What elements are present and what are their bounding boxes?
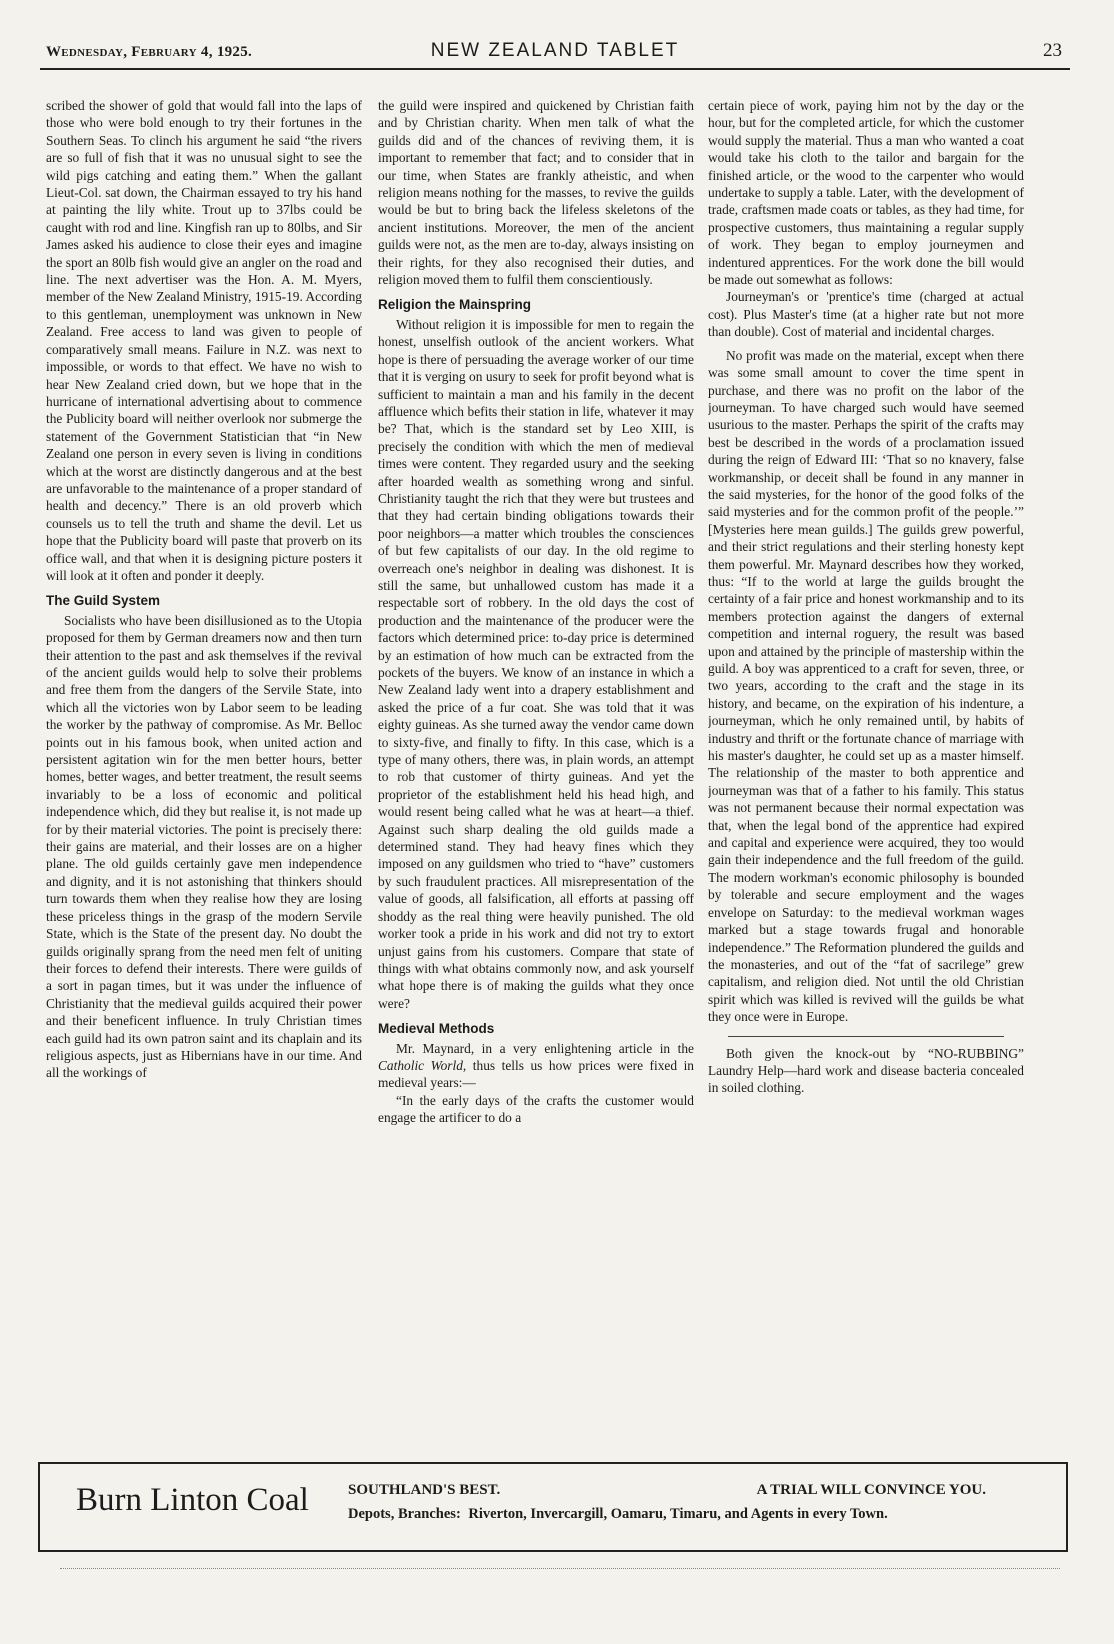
paragraph: scribed the shower of gold that would fall into the laps of those who were bold enough to try their fortunes in the Southern Seas. To clinch his argument he said “the rivers are so full of fish that it was no unusual sight to see the wild pigs catching and eating them.” When the gallant Lieut-Col. sat down, the Chairman essayed to try his hand at painting the lily white. Trout up to 37lbs could be caught with rod and line. Kingfish ran up to 80lbs, and Sir James asked his audience to close their eyes and imagine the sport an 80lb fish would give an angler on the road and line. The next advertiser was the Hon. A. M. Myers, member of the New Zealand Ministry, 1915-19. According to this gentleman, unemployment was unknown in New Zealand. Free access to land was given to people of comparatively small means. Failure in N.Z. was next to impossible, or words to that effect. We have no wish to hear New Zealand cried down, but we hope that in the hurricane of international advertising about to commence the Publicity board will neither overlook nor submerge the statement of the Government Statistician that “in New Zealand one person in every seven is living in conditions which at the worst are distinctly dangerous and at the best are unfavorable to the maintenance of a proper standard of health and decency.” There is an old proverb which counsels us to tell the truth and shame the devil. Let us hope that the Publicity board will paste that proverb on its office wall, and that when it is designing picture posters it will look at it often and ponder it deeply. <box>46 98 362 583</box>
paragraph: “In the early days of the crafts the customer would engage the artificer to do a <box>378 1092 694 1126</box>
text-run: Mr. Maynard, in a very enlightening article in the <box>396 1040 694 1056</box>
ad-trial-text: A TRIAL WILL CONVINCE YOU. <box>756 1482 986 1498</box>
coal-advertisement <box>38 1462 1068 1552</box>
paragraph: No profit was made on the material, except when there was some small amount to cover the time spent in purchase, and there was no profit on the labor of the journeyman. To have charged such would have seemed usurious to the master. Perhaps the spirit of the crafts may best be described in the words of a proclamation issued during the reign of Edward III: ‘That so no knavery, false workmanship, or deceit shall be found in any manner in the said mysteries, for the honor of the good folks of the said mysteries and for the common profit of the people.’” [Mysteries here mean guilds.] The guilds grew powerful, and their strict regulations and their sterling honesty kept them powerful. Mr. Maynard describes how they worked, thus: “If to the world at large the guilds brought the certainty of a fair price and honest workmanship and to its members protection against the dangers of external competition and internal roguery, the result was based upon and attained by the principle of mastership within the guild. A boy was apprenticed to a craft for seven, three, or two years, according to the craft and the stage in its history, and became, on the expiration of his indenture, a journeyman, which he only remained until, by habits of industry and thrift or the fortunate chance of marriage with his master's daughter, he could set up as a master himself. The relationship of the master to both apprentice and journeyman was that of a father to his family. This status was not permanent because their normal expectation was that, when the legal bond of the apprentice had expired and capital and experience were acquired, they too would gain their independence and the full freedom of the guild. The modern workman's economic philosophy is bounded by tolerable and secure employment and the wages envelope on Saturday: to the medieval workman wages marked but a stage towards frugal and honorable independence.” The Reformation plundered the guilds and the monasteries, and out of the “fat of sacrilege” grew capitalism, and religion died. Not until the old Christian spirit which was killed is revived will the guilds be what they once were in Europe. <box>708 347 1024 1025</box>
paragraph: certain piece of work, paying him not by the day or the hour, but for the completed article, for which the customer would supply the material. Thus a man who wanted a coat would take his cloth to the tailor and bargain for the finished article, or the wood to the carpenter who would undertake to supply a table. Later, with the development of trade, craftsmen made coats or tables, as they had time, for prospective customers, thus maintaining a regular supply of work. They began to employ journeymen and indentured apprentices. For the work done the bill would be made out somewhat as follows: <box>708 98 1024 288</box>
divider <box>728 1036 1004 1037</box>
masthead <box>40 38 1070 70</box>
paragraph: the guild were inspired and quickened by Christian faith and by Christian charity. When men talk of what the guilds did and of the chances of reviving them, it is important to remember that fact; and to consider that in our time, when States are frankly atheistic, and when religion means nothing for the masses, to revive the guilds would be but to bring back the lifeless skeletons of the ancient institutions. Moreover, the men of the ancient guilds were not, as the men are to-day, always insisting on their rights, for they also recognised their duties, and religion moved them to fulfil them conscientiously. <box>378 98 694 288</box>
publication-title: NEW ZEALAND TABLET <box>430 40 680 61</box>
ad-brand: Burn Linton Coal <box>76 1482 309 1518</box>
column-3 <box>708 97 1024 1442</box>
text-run: , thus tells us how prices were fixed in medieval years:— <box>378 1057 694 1091</box>
section-heading-medieval-methods: Medieval Methods <box>378 1021 495 1037</box>
ad-tagline: SOUTHLAND'S BEST. <box>348 1482 501 1498</box>
column-2 <box>378 97 694 1442</box>
bottom-rule <box>60 1568 1060 1569</box>
section-heading-religion-mainspring: Religion the Mainspring <box>378 297 532 313</box>
ad-depots-text: Riverton, Invercargill, Oamaru, Timaru, and Agents in every Town. <box>468 1506 888 1522</box>
publication-name: Catholic World <box>378 1057 463 1073</box>
ad-depots-label: Depots, Branches: <box>348 1506 461 1522</box>
laundry-notice: Both given the knock-out by “NO-RUBBING” Laundry Help—hard work and disease bacteria concealed in soiled clothing. <box>708 1045 1024 1096</box>
paragraph <box>378 1040 694 1092</box>
section-heading-guild-system: The Guild System <box>46 593 161 609</box>
issue-date: Wednesday, February 4, 1925. <box>46 44 253 60</box>
page-number: 23 <box>1043 40 1062 61</box>
bill-quote: Journeyman's or 'prentice's time (charged at actual cost). Plus Master's time (at a higher rate but not more than double). Cost of material and incidental charges. <box>708 289 1024 340</box>
ad-depots <box>348 1506 888 1523</box>
column-1 <box>46 97 362 1442</box>
paragraph: Socialists who have been disillusioned as to the Utopia proposed for them by German dreamers now and then turn their attention to the past and ask themselves if the revival of the ancient guilds would help to solve their problems and free them from the dangers of the Servile State, into which all the victories won by Labor seem to be leading the worker by the pathway of compromise. As Mr. Belloc points out in his famous book, when united action and persistent agitation win for the men better hours, better homes, better wages, and better treatment, the result seems invariably to be a loss of economic and political independence which, did they but realise it, is not made up for by their material victories. The point is precisely there: their gains are material, and their losses are on a higher plane. The old guilds certainly gave men independence and dignity, and it is not astonishing that thinkers should turn towards them when they realise how they are losing these priceless things in the grasp of the modern Servile State, which is the State of the present day. No doubt the guilds originally sprang from the need men felt of uniting their forces to defend their interests. There were guilds of a sort in pagan times, but it was under the influence of Christianity that the medieval guilds acquired their power and their beneficent influence. In truly Christian times each guild had its own patron saint and its chaplain and its religious aspects, just as Hibernians have in our time. And all the workings of <box>46 612 362 1081</box>
paragraph: Without religion it is impossible for men to regain the honest, unselfish outlook of the ancient workers. What hope is there of persuading the average worker of our time that it is verging on usury to seek for profit beyond what is sufficient to maintain a man and his family in the decent affluence which befits their station in life, whatever it may be? That, which is the standard set by Leo XIII, is precisely the condition with which the men of medieval times were content. They regarded usury and the seeking after hoarded wealth as something wrong and sinful. Christianity taught the rich that they were but trustees and that they had certain binding obligations towards their poor neighbors—a matter which troubles the consciences of but few capitalists of our day. In the old regime to overreach one's neighbor in dealing was dishonest. It is still the same, but unhallowed custom has made it a respectable sort of robbery. In the old days the cost of production and the maintenance of the producer were the factors which determined price: to-day price is determined by an estimation of how much can be extracted from the pockets of the buyers. We know of an instance in which a New Zealand lady went into a drapery establishment and asked the price of a fur coat. She was told that it was eighty guineas. As she turned away the vendor came down to sixty-five, and finally to fifty. In this case, which is a type of many others, there was, in plain words, an attempt to rob that customer of thirty guineas. And yet the proprietor of the establishment held his head high, and would resent being called what he was at heart—a thief. Against such sharp dealing the old guilds made a determined stand. They had heavy fines which they imposed on any guildsmen who tried to “have” customers by such fraudulent practices. All misrepresentation of the value of goods, all falsification, all efforts at passing off shoddy as the real thing were heavily punished. The old worker took a pride in his work and did not try to extort unjust gains from his customers. Compare that state of things with what obtains commonly now, and ask yourself what hope there is of making the guilds what they once were? <box>378 316 694 1011</box>
